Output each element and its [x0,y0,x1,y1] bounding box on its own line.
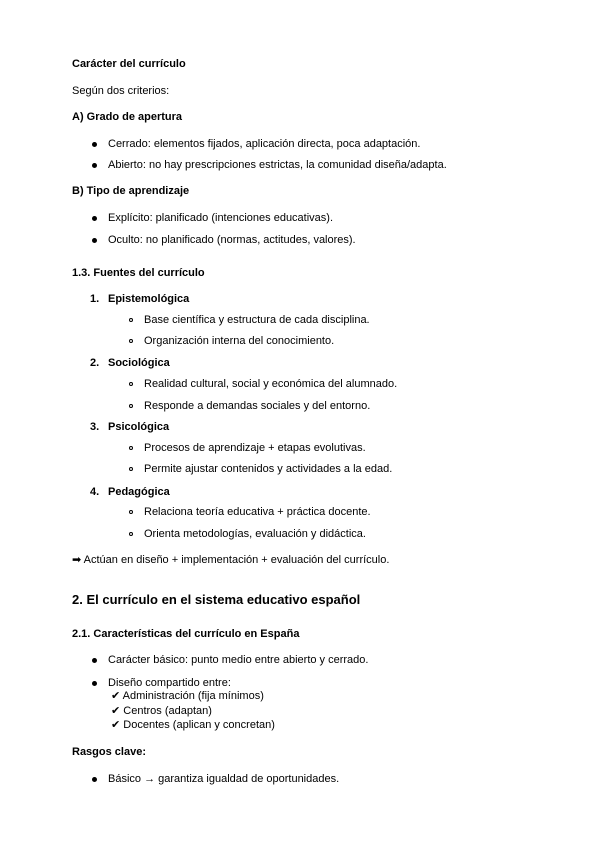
list-item: Explícito: planificado (intenciones educativas). [108,212,334,224]
list-item: Básico → garantiza igualdad de oportunidades. [108,773,340,785]
bullet-icon [92,142,97,147]
subsection-title-caracteristicas: 2.1. Características del currículo en España [72,628,300,640]
numbered-item-number: 4. [90,486,100,498]
sub-list-item: Relaciona teoría educativa + práctica docente. [144,506,371,518]
list-item: Abierto: no hay prescripciones estrictas, la comunidad diseña/adapta. [108,159,447,171]
circle-bullet-icon [129,532,133,536]
bullet-icon [92,238,97,243]
sub-list-item: Procesos de aprendizaje + etapas evolutivas. [144,442,366,454]
list-item: Carácter básico: punto medio entre abierto y cerrado. [108,654,369,666]
bullet-icon [92,163,97,168]
section-title-fuentes: 1.3. Fuentes del currículo [72,267,205,279]
bullet-icon [92,658,97,663]
bullet-icon [92,681,97,686]
circle-bullet-icon [129,510,133,514]
sub-list-item: Realidad cultural, social y económica del alumnado. [144,378,398,390]
numbered-item-number: 2. [90,357,100,369]
sub-list-item: Organización interna del conocimiento. [144,335,335,347]
circle-bullet-icon [129,446,133,450]
bullet-icon [92,777,97,782]
circle-bullet-icon [129,404,133,408]
check-list-item: ✔ Docentes (aplican y concretan) [111,719,275,731]
sub-list-item: Permite ajustar contenidos y actividades a la edad. [144,463,393,475]
sub-list-item: Responde a demandas sociales y del entorno. [144,400,371,412]
subheading-grado-apertura: A) Grado de apertura [72,111,183,123]
numbered-item-label: Epistemológica [108,293,190,305]
circle-bullet-icon [129,382,133,386]
subheading-rasgos-clave: Rasgos clave: [72,746,146,758]
bullet-icon [92,216,97,221]
sub-list-item: Orienta metodologías, evaluación y didáctica. [144,528,366,540]
circle-bullet-icon [129,467,133,471]
circle-bullet-icon [129,339,133,343]
sub-list-item: Base científica y estructura de cada disciplina. [144,314,370,326]
arrow-note: ➡ Actúan en diseño + implementación + evaluación del currículo. [72,554,390,566]
list-item: Oculto: no planificado (normas, actitudes, valores). [108,234,356,246]
circle-bullet-icon [129,318,133,322]
section-title-sistema: 2. El currículo en el sistema educativo español [72,592,361,607]
numbered-item-label: Sociológica [108,357,170,369]
numbered-item-number: 3. [90,421,100,433]
check-list-item: ✔ Administración (fija mínimos) [111,690,264,702]
subheading-tipo-aprendizaje: B) Tipo de aprendizaje [72,185,190,197]
numbered-item-number: 1. [90,293,100,305]
numbered-item-label: Pedagógica [108,486,170,498]
list-item: Cerrado: elementos fijados, aplicación directa, poca adaptación. [108,138,421,150]
intro-text: Según dos criterios: [72,85,170,97]
numbered-item-label: Psicológica [108,421,170,433]
section-title-caracter: Carácter del currículo [72,58,186,70]
check-list-item: ✔ Centros (adaptan) [111,705,212,717]
list-item: Diseño compartido entre: [108,677,231,689]
